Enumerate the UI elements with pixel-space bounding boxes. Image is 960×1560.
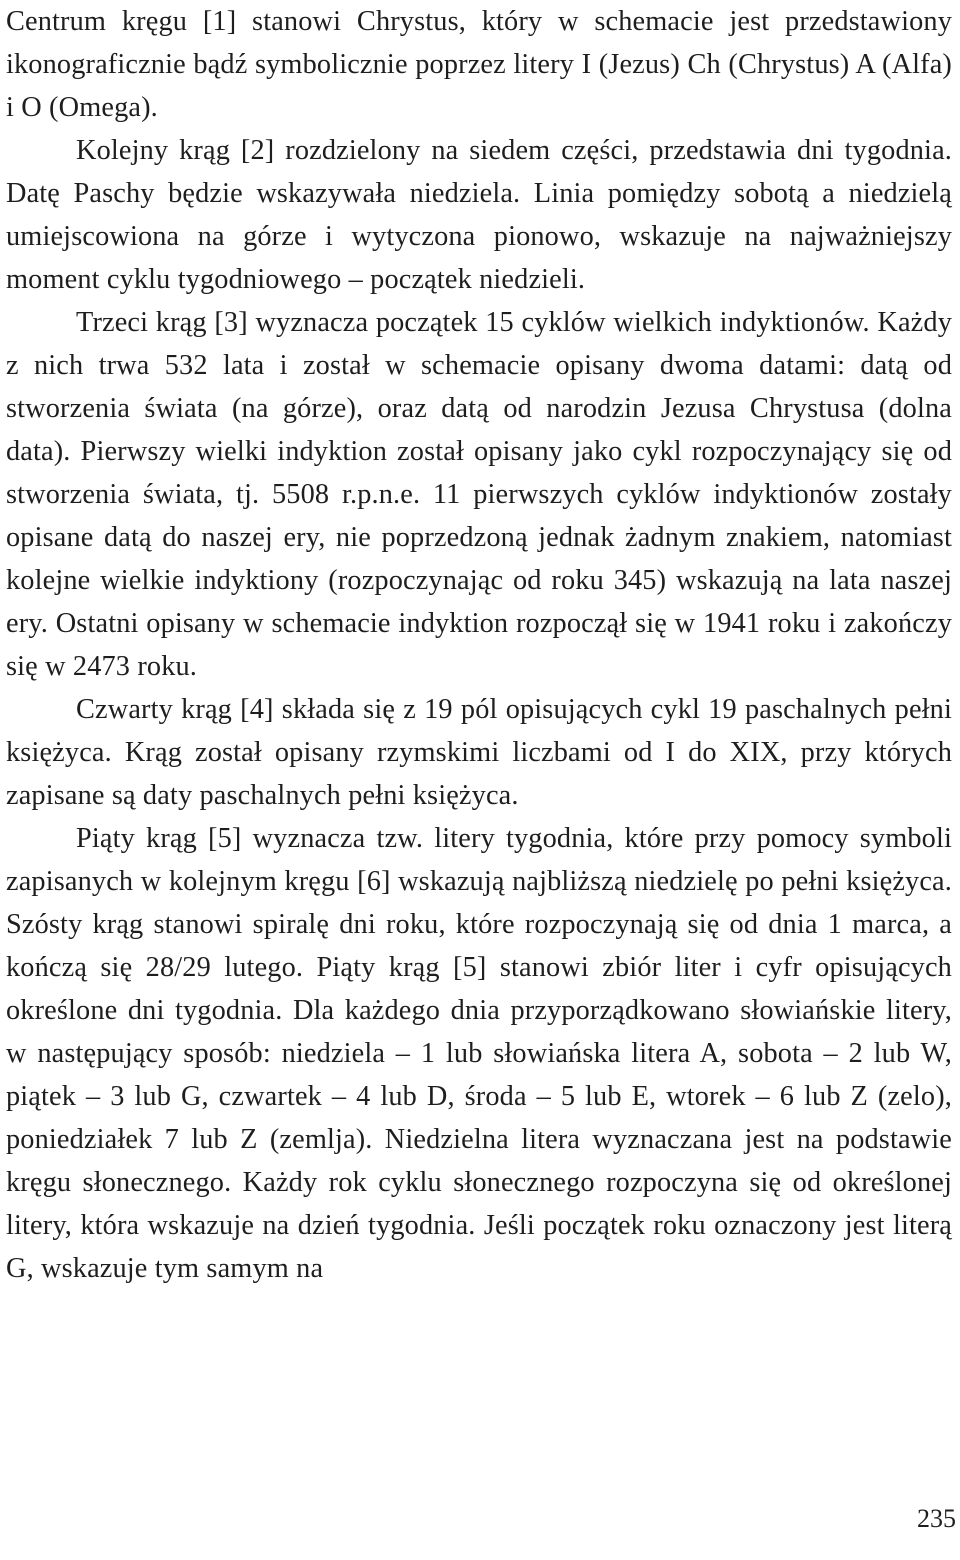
paragraph-2: Kolejny krąg [2] rozdzielony na siedem części, przedstawia dni tygodnia. Datę Paschy będzie wskazywała niedziela. Linia pomiędzy sobotą a niedzielą umiejscowiona na górze i wytyczona pionowo, wskazuje na najważniejszy moment cyklu tygodniowego – początek niedzieli. (6, 135, 952, 295)
paragraph-3: Trzeci krąg [3] wyznacza początek 15 cyklów wielkich indyktionów. Każdy z nich trwa 532 lata i został w schemacie opisany dwoma datami: datą od stworzenia świata (na górze), oraz datą od narodzin Jezusa Chrystusa (dolna data). Pierwszy wielki indyktion został opisany jako cykl rozpoczynający się od stworzenia świata, tj. 5508 r.p.n.e. 11 pierwszych cyklów indyktionów zostały opisane datą do naszej ery, nie poprzedzoną jednak żadnym znakiem, natomiast kolejne wielkie indyktiony (rozpoczynając od roku 345) wskazują na lata naszej ery. Ostatni opisany w schemacie indyktion rozpoczął się w 1941 roku i zakończy się w 2473 roku. (6, 307, 952, 682)
paragraph-4: Czwarty krąg [4] składa się z 19 pól opisujących cykl 19 paschalnych pełni księżyca. Krąg został opisany rzymskimi liczbami od I do XIX, przy których zapisane są daty paschalnych pełni księżyca. (6, 694, 952, 811)
page-number: 235 (917, 1504, 956, 1533)
paragraph-1: Centrum kręgu [1] stanowi Chrystus, który w schemacie jest przedstawiony ikonograficznie bądź symbolicznie poprzez litery I (Jezus) Ch (Chrystus) A (Alfa) i O (Omega). (6, 6, 952, 123)
paragraph-5: Piąty krąg [5] wyznacza tzw. litery tygodnia, które przy pomocy symboli zapisanych w kolejnym kręgu [6] wskazują najbliższą niedzielę po pełni księżyca. Szósty krąg stanowi spiralę dni roku, które rozpoczynają się od dnia 1 marca, a kończą się 28/29 lutego. Piąty krąg [5] stanowi zbiór liter i cyfr opisujących określone dni tygodnia. Dla każdego dnia przyporządkowano słowiańskie litery, w następujący sposób: niedziela – 1 lub słowiańska litera A, sobota – 2 lub W, piątek – 3 lub G, czwartek – 4 lub D, środa – 5 lub E, wtorek – 6 lub Z (zelo), poniedziałek 7 lub Z (zemlja). Niedzielna litera wyznaczana jest na podstawie kręgu słonecznego. Każdy rok cyklu słonecznego rozpoczyna się od określonej litery, która wskazuje na dzień tygodnia. Jeśli początek roku oznaczony jest literą G, wskazuje tym samym na (6, 823, 952, 1284)
body-text (6, 0, 952, 1290)
